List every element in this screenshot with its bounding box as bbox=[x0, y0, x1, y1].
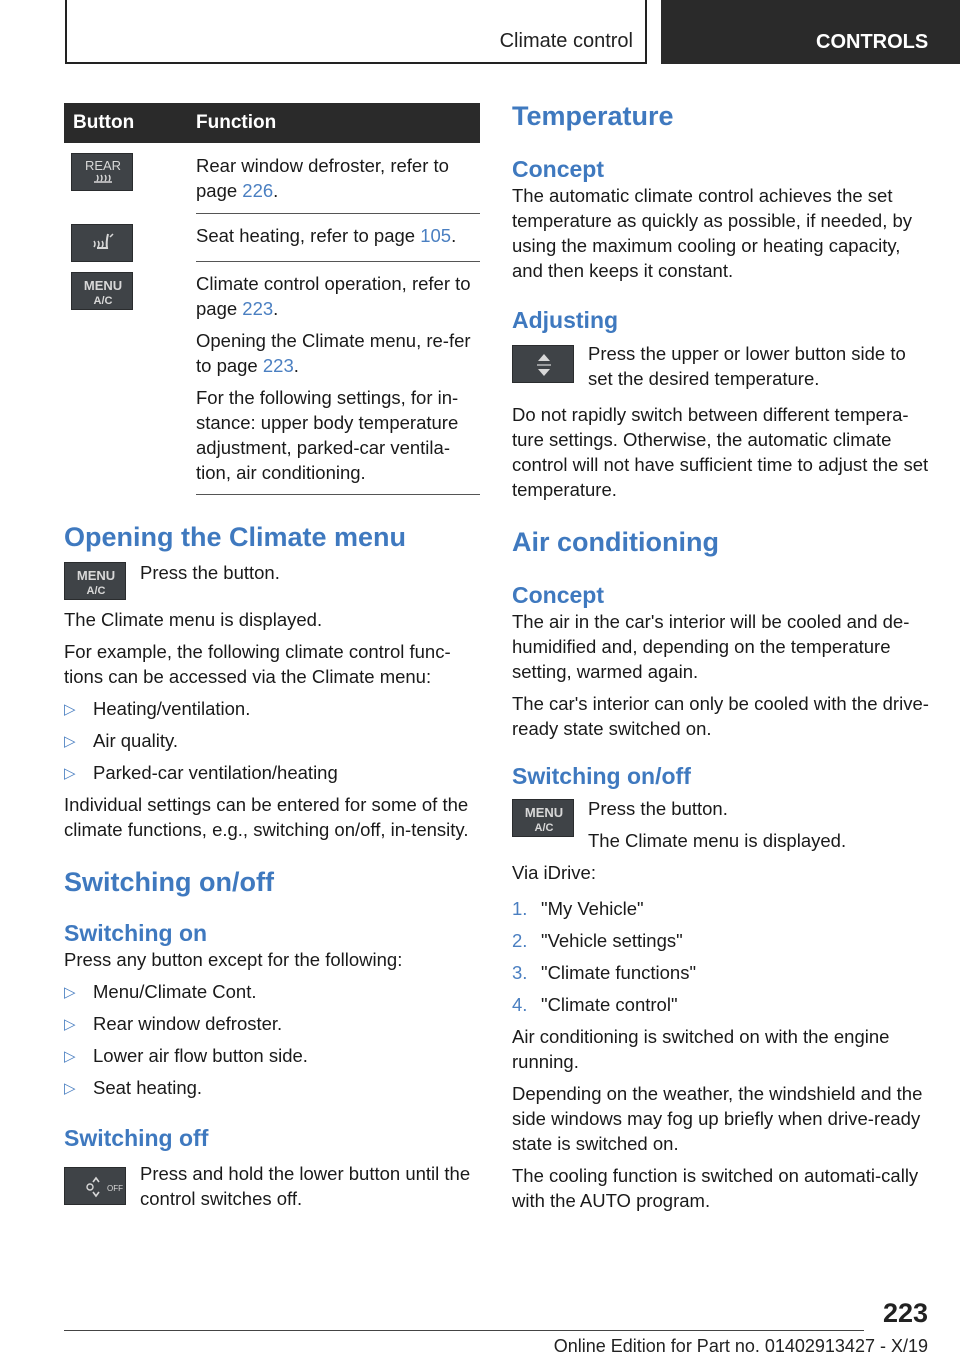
heading-temperature-concept: Concept bbox=[512, 156, 604, 182]
heading-switching-on: Switching on bbox=[64, 920, 208, 946]
via-idrive-text: Via iDrive: bbox=[512, 862, 596, 883]
heading-air-conditioning: Air conditioning bbox=[512, 527, 719, 557]
svg-text:A/C: A/C bbox=[534, 822, 554, 834]
adjusting-instruction: Press the upper or lower button side to set the desired temperature. bbox=[512, 341, 932, 391]
climate-menu-functions-list bbox=[64, 696, 480, 785]
press-button-instruction: MENU A/C Press the button. bbox=[64, 560, 480, 602]
list-item: 1. "My Vehicle" bbox=[512, 898, 644, 919]
switching-on-text: Press any button except for the following: bbox=[64, 949, 403, 970]
ac-after-text-1: Air conditioning is switched on with the engine running. bbox=[512, 1026, 890, 1072]
heading-switching-off: Switching off bbox=[64, 1125, 209, 1151]
list-item: ▷ Seat heating. bbox=[64, 1077, 203, 1098]
ac-press-instruction: MENU A/C Press the button. The Climate menu is displayed. bbox=[512, 796, 932, 853]
footer-divider bbox=[64, 1330, 864, 1331]
svg-text:REAR: REAR bbox=[84, 158, 122, 173]
left-column bbox=[64, 103, 480, 1218]
svg-text:MENU: MENU bbox=[524, 805, 564, 820]
button-function-table bbox=[64, 103, 480, 495]
individual-settings-text: Individual settings can be entered for some of the climate functions, e.g., switching on/off, in-tensity. bbox=[64, 794, 469, 840]
svg-text:OFF: OFF bbox=[107, 1184, 123, 1193]
temperature-concept-text: The automatic climate control achieves the set temperature as quickly as possible, if needed, by using the maximum cooling or heating capacity, and then keeps it constant. bbox=[512, 185, 913, 281]
svg-text:A/C: A/C bbox=[86, 585, 106, 597]
table-row bbox=[64, 262, 480, 495]
heading-temperature: Temperature bbox=[512, 101, 674, 131]
switching-on-exceptions-list bbox=[64, 979, 480, 1100]
table-cell-function: Seat heating, refer to page 105. bbox=[196, 214, 480, 262]
page-link[interactable]: 226 bbox=[242, 180, 274, 201]
header-frame bbox=[65, 0, 647, 64]
heading-ac-concept: Concept bbox=[512, 582, 604, 608]
right-column bbox=[512, 100, 932, 1220]
footer-edition: Online Edition for Part no. 01402913427 - X/19 bbox=[553, 1336, 928, 1356]
list-item: 3. "Climate functions" bbox=[512, 962, 697, 983]
ac-after-text-3: The cooling function is switched on automati-cally with the AUTO program. bbox=[512, 1165, 919, 1211]
list-item: 2. "Vehicle settings" bbox=[512, 930, 683, 951]
table-header-row bbox=[64, 103, 480, 143]
temperature-up-down-button-icon bbox=[512, 345, 574, 383]
menu-ac-button-icon bbox=[512, 799, 574, 837]
ac-after-text-2: Depending on the weather, the windshield and the side windows may fog up briefly when drive-ready state is switched on. bbox=[512, 1083, 923, 1154]
page-link[interactable]: 223 bbox=[262, 355, 294, 376]
heading-opening-climate-menu: Opening the Climate menu bbox=[64, 522, 407, 552]
table-cell-function: Climate control operation, refer to page 223. Opening the Climate menu, re-fer to page 223. For the following settings, for in-stance: upper body temperature adjustment, parked-car ventila-tion, air conditioning. bbox=[196, 262, 480, 495]
page-link[interactable]: 223 bbox=[242, 298, 274, 319]
heading-ac-switching: Switching on/off bbox=[512, 763, 691, 789]
menu-displayed-text: The Climate menu is displayed. bbox=[64, 609, 323, 630]
list-item: ▷ Menu/Climate Cont. bbox=[64, 981, 257, 1002]
table-row bbox=[64, 214, 480, 262]
list-item: ▷ Lower air flow button side. bbox=[64, 1045, 308, 1066]
table-row bbox=[64, 143, 480, 214]
rear-defrost-button-icon bbox=[71, 153, 133, 191]
menu-ac-button-icon bbox=[64, 562, 126, 600]
heading-switching-on-off: Switching on/off bbox=[64, 867, 274, 897]
list-item: ▷ Heating/ventilation. bbox=[64, 698, 251, 719]
svg-text:MENU: MENU bbox=[76, 568, 116, 583]
page-number: 223 bbox=[882, 1298, 928, 1328]
list-item: 4. "Climate control" bbox=[512, 994, 678, 1015]
seat-heating-button-icon bbox=[71, 224, 133, 262]
table-cell-function: Rear window defroster, refer to page 226. bbox=[196, 143, 480, 214]
switching-off-instruction: OFF Press and hold the lower button until the control switches off. bbox=[64, 1161, 480, 1211]
menu-ac-button-icon bbox=[71, 272, 133, 310]
table-header-button: Button bbox=[73, 112, 135, 133]
list-item: ▷ Rear window defroster. bbox=[64, 1013, 283, 1034]
page-link[interactable]: 105 bbox=[420, 225, 452, 246]
ac-concept-text-1: The air in the car's interior will be cooled and de-humidified and, depending on the temperature setting, warmed again. bbox=[512, 611, 910, 682]
list-item: ▷ Air quality. bbox=[64, 730, 178, 751]
fan-off-button-icon bbox=[64, 1167, 126, 1205]
temperature-warning-text: Do not rapidly switch between different tempera-ture settings. Otherwise, the automatic climate control will not have sufficient time to adjust the set temperature. bbox=[512, 404, 929, 500]
svg-text:MENU: MENU bbox=[83, 277, 123, 293]
svg-text:A/C: A/C bbox=[93, 294, 113, 307]
table-header-function: Function bbox=[196, 112, 277, 133]
header-section-title: Climate control bbox=[499, 30, 633, 52]
ac-concept-text-2: The car's interior can only be cooled with the drive-ready state switched on. bbox=[512, 693, 929, 739]
heading-adjusting: Adjusting bbox=[512, 307, 619, 333]
header-chapter-tab: CONTROLS bbox=[661, 0, 960, 64]
example-text: For example, the following climate control func-tions can be accessed via the Climate menu: bbox=[64, 641, 451, 687]
idrive-steps-list bbox=[512, 896, 932, 1017]
list-item: ▷ Parked-car ventilation/heating bbox=[64, 762, 338, 783]
